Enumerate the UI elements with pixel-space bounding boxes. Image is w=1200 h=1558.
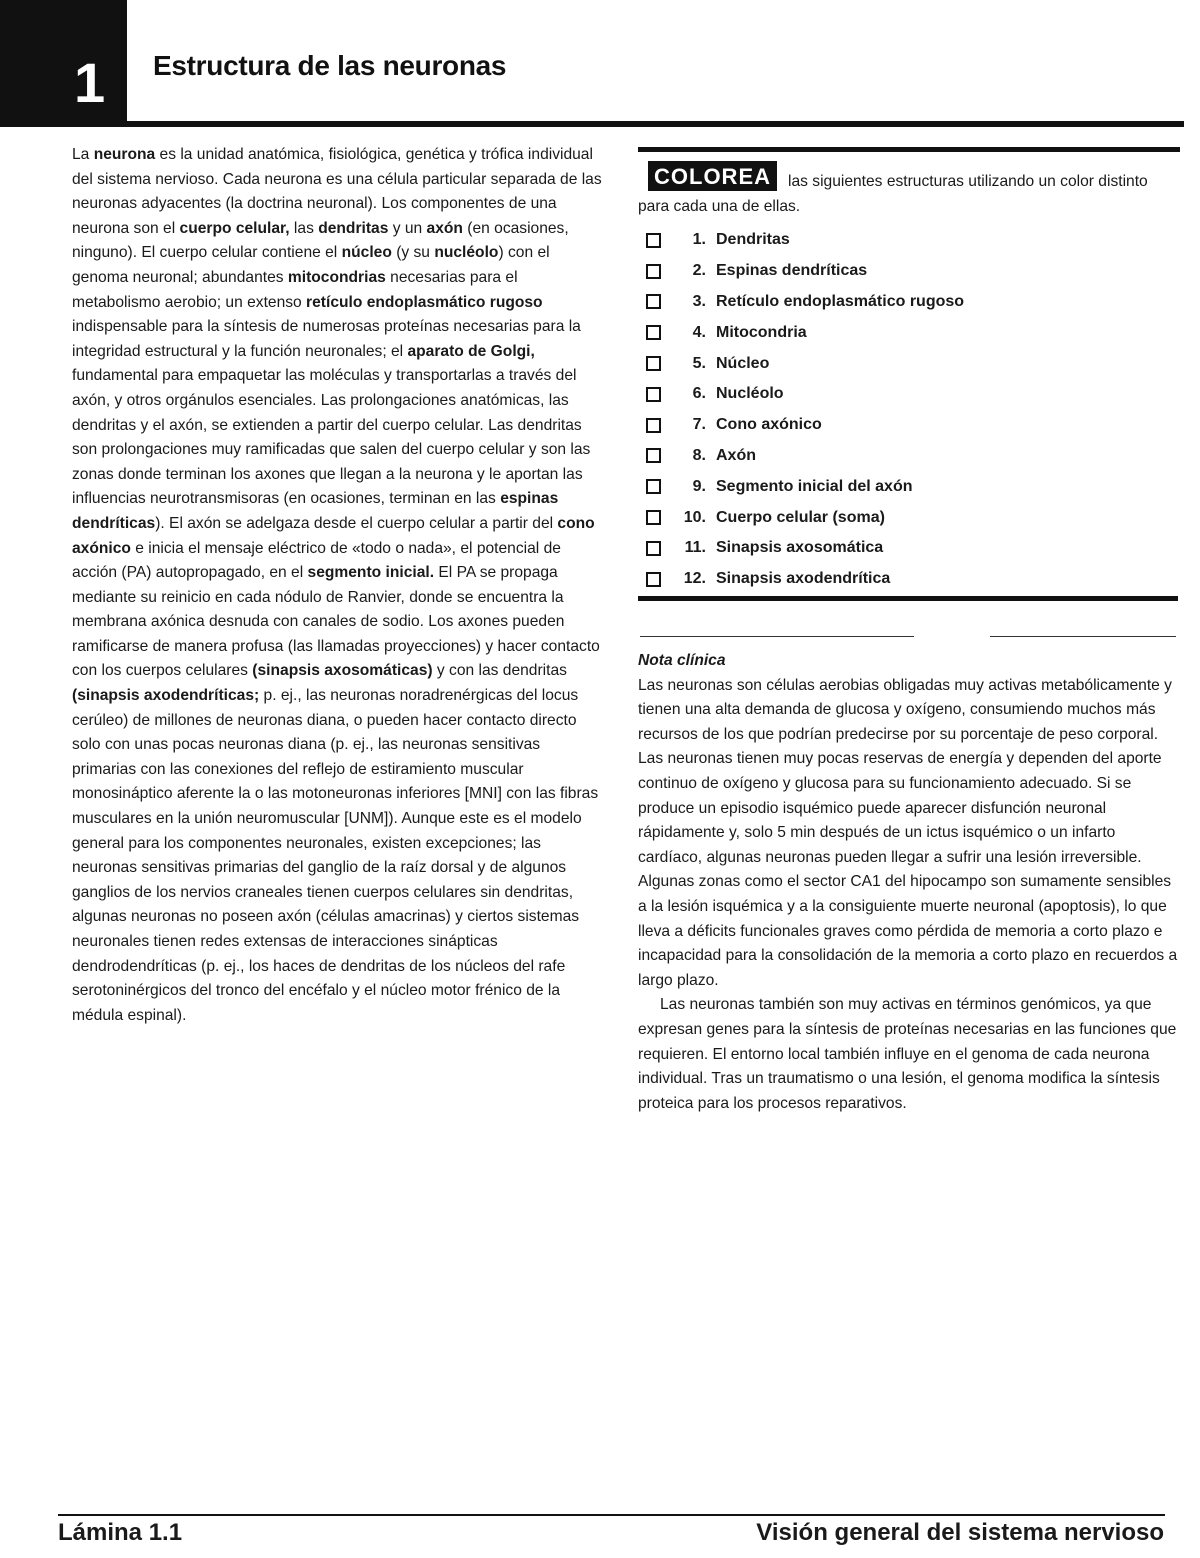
- item-number: 6.: [692, 385, 706, 403]
- item-label: Retículo endoplasmático rugoso: [716, 292, 965, 310]
- text-run: (y su: [391, 244, 435, 262]
- item-number: 7.: [692, 416, 706, 434]
- item-label: Axón: [716, 446, 756, 464]
- checkbox[interactable]: [646, 294, 661, 309]
- text-run: El PA se propaga mediante su reinicio en cada nódulo de Ranvier, donde se encuentra la membrana axónica desnuda con canales de sodio. Los axones pueden ramificarse de manera profusa (las llamadas proyecciones) y hacer contacto con los cuerpos celulares: [72, 564, 600, 680]
- section-title: Visión general del sistema nervioso: [756, 1519, 1164, 1546]
- item-label: Dendritas: [716, 231, 790, 249]
- bold-term: axón: [426, 219, 463, 237]
- colorea-instruction: las siguientes estructuras utilizando un color distinto para cada una de ellas.: [638, 173, 1148, 215]
- checkbox[interactable]: [646, 387, 661, 402]
- checklist-item: [646, 287, 964, 318]
- text-run: las: [289, 219, 319, 237]
- bold-term: aparato de Golgi,: [407, 342, 535, 360]
- text-run: es la unidad anatómica, fisiológica, genética y trófica individual del sistema nervioso. Cada neurona es una célula particular separada de las neuronas adyacentes (la doctrina neuronal). Los componentes de una neurona son el: [72, 146, 602, 237]
- checklist-item: [646, 317, 964, 348]
- bold-term: dendritas: [318, 219, 389, 237]
- header-rule: [0, 121, 1184, 127]
- colorea-label: COLOREA: [648, 161, 777, 191]
- bold-term: nucléolo: [434, 244, 499, 262]
- item-number: 3.: [692, 292, 706, 310]
- checkbox[interactable]: [646, 264, 661, 279]
- bold-term: cono axónico: [72, 514, 595, 557]
- text-run: e inicia el mensaje eléctrico de «todo o nada», el potencial de acción (PA) autopropagado, en el: [72, 539, 561, 582]
- bold-term: retículo endoplasmático rugoso: [306, 293, 543, 311]
- clinical-note-title: Nota clínica: [638, 652, 726, 669]
- item-label: Espinas dendríticas: [716, 262, 868, 280]
- bold-term: segmento inicial.: [307, 564, 435, 582]
- checklist-item: [646, 502, 964, 533]
- item-label: Sinapsis axosomática: [716, 539, 884, 557]
- colorea-bottom-rule: [638, 596, 1178, 601]
- checklist-item: [646, 256, 964, 287]
- checklist-item: [646, 410, 964, 441]
- chapter-number: 1: [74, 51, 106, 114]
- checkbox[interactable]: [646, 448, 661, 463]
- main-paragraph: [72, 143, 602, 1028]
- plate-label: Lámina 1.1: [58, 1519, 183, 1546]
- text-run: necesarias para el metabolismo aerobio; un extenso: [72, 268, 518, 311]
- checkbox[interactable]: [646, 325, 661, 340]
- checkbox[interactable]: [646, 356, 661, 371]
- item-label: Sinapsis axodendrítica: [716, 570, 891, 588]
- checklist-item: [646, 564, 964, 595]
- text-run: ) con el genoma neuronal; abundantes: [72, 244, 550, 286]
- bold-term: cuerpo celular,: [179, 219, 290, 237]
- item-number: 4.: [692, 323, 706, 341]
- clinical-note-paragraph-2: Las neuronas también son muy activas en términos genómicos, ya que expresan genes para la síntesis de proteínas necesarias en las funciones que requieren. El entorno local también influye en el genoma de cada neurona individual. Tras un traumatismo o una lesión, el genoma modifica la síntesis proteica para los procesos reparativos.: [638, 996, 1177, 1112]
- item-label: Cuerpo celular (soma): [716, 508, 885, 526]
- bold-term: núcleo: [341, 244, 392, 262]
- checklist-item: [646, 441, 964, 472]
- text-run: La: [72, 146, 94, 163]
- colorea-top-rule: [638, 147, 1180, 152]
- checkbox[interactable]: [646, 572, 661, 587]
- bold-term: neurona: [93, 146, 156, 163]
- text-run: y un: [388, 219, 427, 237]
- checklist-item: [646, 379, 964, 410]
- text-run: y con las dendritas: [432, 662, 567, 680]
- clinical-note: [638, 649, 1183, 1116]
- text-run: indispensable para la síntesis de numerosas proteínas necesarias para la integridad estructural y la función neuronales; el: [72, 318, 581, 360]
- divider-line: [990, 636, 1176, 637]
- checklist-item: [646, 471, 964, 502]
- checkbox[interactable]: [646, 233, 661, 248]
- bold-term: (sinapsis axodendríticas;: [72, 687, 260, 705]
- checkbox[interactable]: [646, 510, 661, 525]
- text-run: (en ocasiones, ninguno). El cuerpo celular contiene el: [72, 219, 569, 262]
- item-number: 8.: [692, 446, 706, 464]
- divider-line: [640, 636, 914, 637]
- main-text-column: [72, 143, 602, 1028]
- item-number: 9.: [692, 477, 706, 495]
- text-run: p. ej., las neuronas noradrenérgicas del locus cerúleo) de millones de neuronas diana, o pueden hacer contacto directo solo con unas pocas neuronas diana (p. ej., las neuronas sensitivas primarias con las conexiones del reflejo de estiramiento muscular monosináptico aferente la o las motoneuronas inferiores [MNI] con las fibras musculares en la unión neuromuscular [UNM]). Aunque este es el modelo general para los componentes neuronales, existen excepciones; las neuronas sensitivas primarias del ganglio de la raíz dorsal y de algunos ganglios de los nervios craneales tienen cuerpos celulares sin dendritas, algunas neuronas no poseen axón (células amacrinas) y ciertos sistemas neuronales tienen redes extensas de interacciones sinápticas dendrodendríticas (p. ej., los haces de dendritas de los núcleos del rafe serotoninérgicos del tronco del encéfalo y el núcleo motor frénico de la médula espinal).: [72, 687, 599, 1024]
- checklist-item: [646, 533, 964, 564]
- bold-term: mitocondrias: [287, 268, 386, 286]
- chapter-box: [0, 0, 127, 124]
- checklist-item: [646, 348, 964, 379]
- checkbox[interactable]: [646, 479, 661, 494]
- item-number: 10.: [683, 508, 706, 526]
- item-label: Cono axónico: [716, 416, 822, 434]
- bold-term: espinas dendríticas: [72, 490, 559, 532]
- item-number: 12.: [683, 570, 706, 588]
- page-title: Estructura de las neuronas: [153, 50, 507, 81]
- footer-rule: [58, 1514, 1165, 1516]
- item-number: 1.: [692, 231, 706, 249]
- coloring-checklist: [646, 225, 964, 595]
- item-number: 2.: [692, 262, 706, 280]
- item-number: 5.: [692, 354, 706, 372]
- item-label: Núcleo: [716, 354, 770, 372]
- item-label: Nucléolo: [716, 385, 784, 403]
- text-run: fundamental para empaquetar las moléculas y transportarlas a través del axón, y otros orgánulos esenciales. Las prolongaciones anatómicas, las dendritas y el axón, se extienden a partir del cuerpo celular. Las dendritas son prolongaciones muy ramificadas que salen del cuerpo celular y son las zonas donde terminan los axones que llegan a la neurona y le aportan las influencias neurotransmisoras (en ocasiones, terminan en las: [72, 367, 591, 508]
- checkbox[interactable]: [646, 418, 661, 433]
- checklist-item: [646, 225, 964, 256]
- item-number: 11.: [684, 539, 706, 557]
- item-label: Mitocondria: [716, 323, 807, 341]
- clinical-note-paragraph-1: Las neuronas son células aerobias obligadas muy activas metabólicamente y tienen una alta demanda de glucosa y oxígeno, consumiendo muchos más recursos de los que podrían predecirse por su porcentaje de peso corporal. Las neuronas tienen muy pocas reservas de energía y dependen del aporte continuo de oxígeno y glucosa para su funcionamiento adecuado. Si se produce un episodio isquémico puede aparecer disfunción neuronal rápidamente y, solo 5 min después de un ictus isquémico o un infarto cardíaco, algunas neuronas pueden llegar a sufrir una lesión irreversible. Algunas zonas como el sector CA1 del hipocampo son sumamente sensibles a la lesión isquémica y a la consiguiente muerte neuronal (apoptosis), lo que lleva a déficits funcionales graves como pérdida de memoria a corto plazo e incapacidad para la consolidación de la memoria a corto plazo en recuerdos a largo plazo.: [638, 676, 1178, 989]
- checkbox[interactable]: [646, 541, 661, 556]
- text-run: ). El axón se adelgaza desde el cuerpo celular a partir del: [155, 514, 558, 532]
- item-label: Segmento inicial del axón: [716, 477, 913, 495]
- bold-term: (sinapsis axosomáticas): [252, 662, 433, 680]
